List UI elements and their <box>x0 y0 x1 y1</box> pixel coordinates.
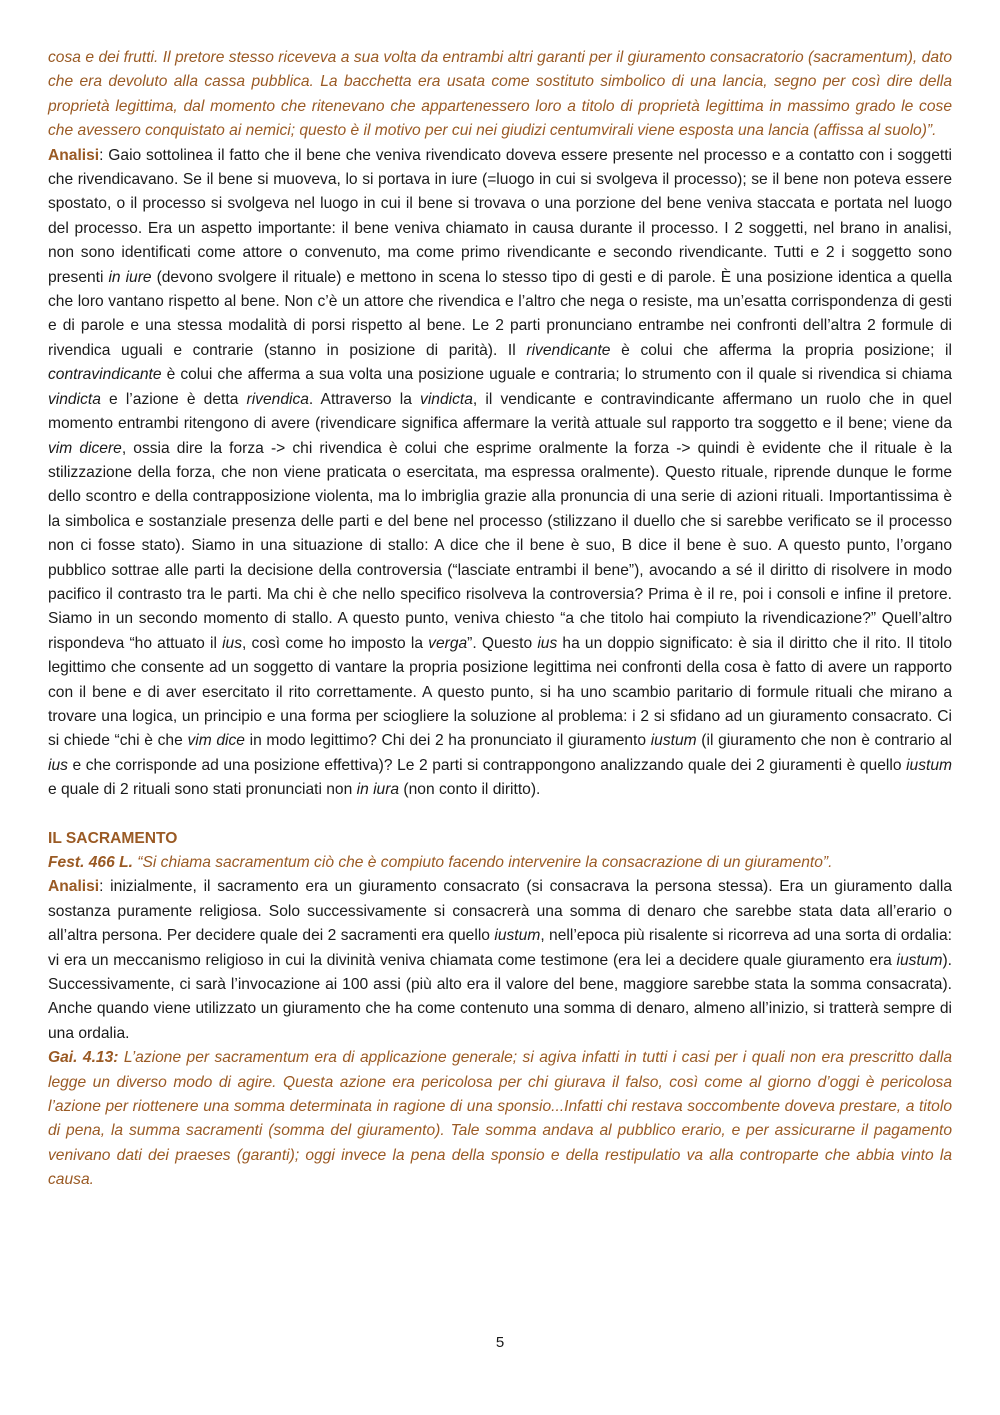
intro-quote-text: cosa e dei frutti. Il pretore stesso riceveva a sua volta da entrambi altri garanti per il giuramento consacratorio (sacramentum), dato che era devoluto alla cassa pubblica. La bacchetta era usata come sostituto simbolico di una lancia, segno per così dire della proprietà legittima, dal momento che ritenevano che appartenessero loro a titolo di proprietà legittima in massimo grado le cose che avessero conquistato ai nemici; questo è il motivo per cui nei giudizi centumvirali viene esposta una lancia (affissa al suolo)”. <box>48 49 952 140</box>
analysis-text: : inizialmente, il sacramento era un giuramento consacrato (si consacrava la persona stessa). Era un giuramento dalla sostanza puramente religiosa. Solo successivamente si consacrerà una somma di denaro che sarebbe stata data all’erario o all’altra persona. Per decidere quale dei 2 sacramenti era quello <box>48 878 952 945</box>
analysis-text: ”. Questo <box>467 634 538 652</box>
latin-term: iustum <box>906 756 952 774</box>
latin-term: rivendicante <box>526 341 611 359</box>
latin-term: iustum <box>896 951 943 969</box>
analysis-text: ). Successivamente, ci sarà l’invocazione ai 100 assi (più alto era il valore del bene, maggiore sarebbe stata la somma consacrata). Anche quando viene utilizzato un giuramento che ha come contenuto una somma di denaro, almeno all’inizio, si tratterà sempre di una ordalia. <box>48 951 952 1042</box>
analysis-text: (devono svolgere il rituale) e mettono in scena lo stesso tipo di gesti e di parole. È una posizione identica a quella che loro vantano rispetto al bene. Non c’è un attore che rivendica e l’altro che nega o resiste, ma un’esatta corrispondenza di gesti e di parole e una stessa modalità di porsi rispetto al bene. Le 2 parti pronunciano entrambe nei confronti dell’altra 2 formule di rivendica uguali e contrarie (stanno in posizione di parità). Il <box>48 268 952 359</box>
analysis-text: è colui che afferma a sua volta una posizione uguale e contraria; lo strumento con il quale si rivendica si chiama <box>161 366 952 384</box>
analysis-text: è colui che afferma la propria posizione; il <box>610 341 952 359</box>
analysis-label: Analisi <box>48 878 100 896</box>
analysis-text: , così come ho imposto la <box>242 634 429 652</box>
source-reference: Gai. 4.13: <box>48 1049 119 1067</box>
analysis-text: . Attraverso la <box>308 390 421 408</box>
analysis-text: e che corrisponde ad una posizione effettiva)? Le 2 parti si contrappongono analizzando quale dei 2 giuramenti è quello <box>67 756 907 774</box>
analysis-text: , ossia dire la forza -> chi rivendica è colui che esprime oralmente la forza -> quindi è evidente che il rituale è la stilizzazione della forza, che non viene praticata o esercitata, ma espressa oralmente). Questo rituale, riprende dunque le forme dello scontro e della contrapposizione violenta, ma lo imbriglia grazie alla pronuncia di una serie di azioni rituali. Importantissima è la simbolica e sostanziale presenza delle parti e del bene nel processo (stilizzano il duello che si sarebbe verificato se il processo non ci fosse stato). Siamo in una situazione di stallo: A dice che il bene è suo, B dice il bene è suo. A questo punto, l’organo pubblico sottrae alle parti la decisione della controversia (“lasciate entrambi il bene”), avocando a sé il diritto di risolvere in modo pacifico il contrasto tra le parti. Ma chi è che nello specifico risolveva la controversia? Prima è il re, poi i consoli e infine il pretore. Siamo in un secondo momento di stallo. A questo punto, veniva chiesto “a che titolo hai compiuto la rivendicazione?” Quell’altro rispondeva “ho attuato il <box>48 439 953 652</box>
analysis-paragraph-2 <box>48 875 952 1046</box>
source-reference: Fest. 466 L. <box>48 854 133 871</box>
analysis-text: (non conto il diritto). <box>399 781 541 799</box>
analysis-text: e l’azione è detta <box>100 390 247 408</box>
latin-term: in iura <box>356 781 400 799</box>
latin-term: vindicta <box>48 390 101 408</box>
analysis-text: e quale di 2 rituali sono stati pronunciati non <box>48 781 357 799</box>
analysis-text: , nell’epoca più risalente si ricorreva ad una sorta di ordalia: vi era un meccanismo religioso in cui la divinità veniva chiamata come testimone (era lei a decidere quale giuramento era <box>48 927 952 969</box>
intro-quote <box>48 46 952 144</box>
analysis-paragraph-1 <box>48 144 952 803</box>
latin-term: ius <box>537 634 558 652</box>
latin-term: vim dice <box>187 732 245 750</box>
analysis-text: : Gaio sottolinea il fatto che il bene che veniva rivendicato doveva essere presente nel processo e a contatto con i soggetti che rivendicavano. Se il bene si muoveva, lo si portava in iure (=luogo in cui si svolgeva il processo); se il bene non poteva essere spostato, o il processo si svolgeva nel luogo in cui il bene si trovava o una porzione del bene veniva staccata e portata nel luogo del processo. Era un aspetto importante: il bene veniva chiamato in causa durante il processo. I 2 soggetti, nel brano in analisi, non sono identificati come attore o convenuto, ma come primo rivendicante e secondo rivendicante. Tutti e 2 i soggetto sono presenti <box>48 146 952 286</box>
analysis-text: , il vendicante e contravindicante affermano un ruolo che in quel momento entrambi ritengono di avere (rivendicare significa affermare la verità attuale sul rapporto tra soggetto e il bene; viene da <box>48 390 952 433</box>
latin-term: iustum <box>650 732 697 750</box>
gai-quote <box>48 1046 952 1192</box>
quote-text: “Si chiama sacramentum ciò che è compiuto facendo intervenire la consacrazione di un giuramento”. <box>132 854 833 871</box>
fest-quote <box>48 851 952 875</box>
page-number: 5 <box>495 1334 505 1351</box>
analysis-text: in modo legittimo? Chi dei 2 ha pronunciato il giuramento <box>244 732 651 750</box>
analysis-text: ha un doppio significato: è sia il diritto che il rito. Il titolo legittimo che consente ad un soggetto di vantare la propria posizione legittima nei confronti della cosa è fatto di avere un rapporto con il bene e di aver esercitato il rito correttamente. A questo punto, si ha uno scambio paritario di formule rituali che mirano a trovare una logica, un principio e una forma per sciogliere la soluzione al problema: i 2 si sfidano ad un giuramento consacrato. Ci si chiede “chi è che <box>48 634 953 750</box>
quote-text: L’azione per sacramentum era di applicazione generale; si agiva infatti in tutti i casi per i quali non era prescritto dalla legge un diverso modo di agire. Questa azione era pericolosa per chi giurava il falso, così come al giorno d’oggi è pericolosa l’azione per riottenere una somma determinata in ragione di una sponsio...Infatti chi restava soccombente doveva prestare, a titolo di pena, la summa sacramenti (somma del giuramento). Tale somma andava al pubblico erario, e per assicurarne il pagamento venivano dati dei praeses (garanti); oggi invece la pena della sponsio e della restipulatio va alla controparte che abbia vinto la causa. <box>48 1049 952 1189</box>
latin-term: ius <box>48 756 68 774</box>
latin-term: in iure <box>108 268 152 286</box>
latin-term: vim dicere <box>48 439 122 457</box>
latin-term: ius <box>222 634 243 652</box>
analysis-text: (il giuramento che non è contrario al <box>696 732 952 750</box>
latin-term: rivendica <box>246 390 309 408</box>
document-page <box>48 46 952 1193</box>
analysis-label: Analisi <box>48 146 100 164</box>
latin-term: iustum <box>494 927 541 945</box>
latin-term: verga <box>428 634 468 652</box>
section-heading: IL SACRAMENTO <box>48 829 178 847</box>
latin-term: contravindicante <box>48 366 162 384</box>
latin-term: vindicta <box>420 390 473 408</box>
